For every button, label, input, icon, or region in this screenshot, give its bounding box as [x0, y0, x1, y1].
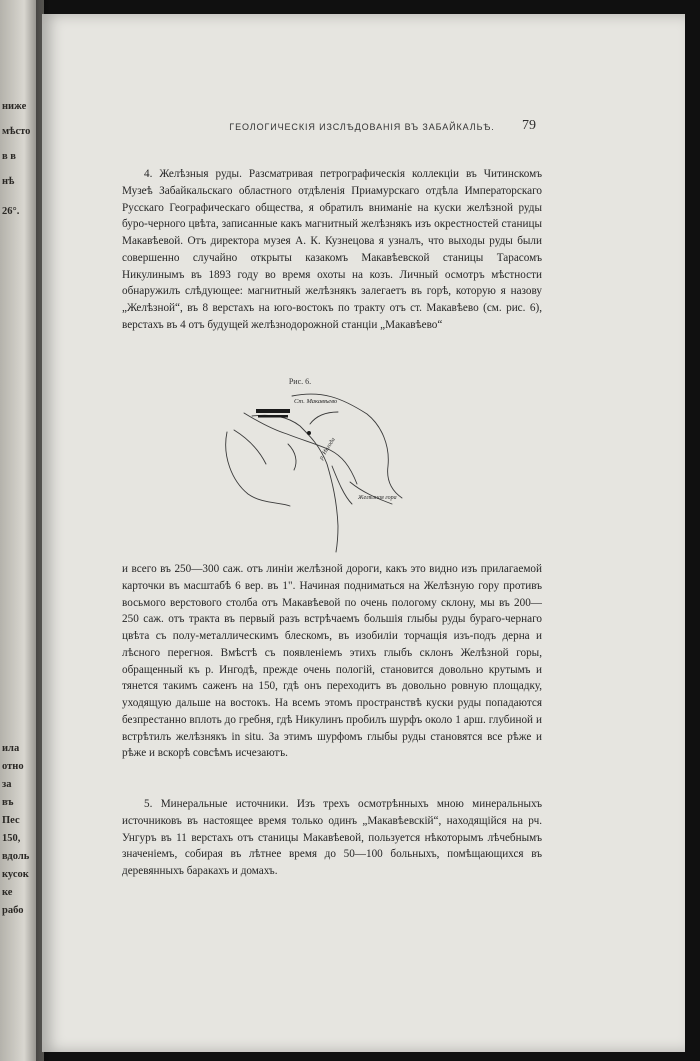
- map-contour-line: [226, 432, 290, 506]
- map-label-river: р. Ингода: [318, 437, 337, 462]
- station-marker: [256, 409, 290, 413]
- section-title-iron: 4. Желѣзныя руды.: [144, 168, 242, 180]
- left-page-fragment: кусок: [2, 869, 29, 880]
- map-contour-line: [310, 412, 338, 424]
- paragraph-continuation: и всего въ 250—300 саж. отъ линіи желѣзной дороги, какъ это видно изъ прилагаемой карточки въ масштабѣ 6 вер. въ 1". Начиная подниматься на Желѣзную гору противъ восьмого верстового столба отъ Макавѣевой по очень пологому склону, мы въ 200—250 саж. отъ тракта въ первый разъ встрѣчаемъ большія глыбы руды бураго-чернаго цвѣта съ полу-металлическимъ блескомъ, въ изобиліи торчащія изъ-подъ дерна и лѣсного перегноя. Вмѣстѣ съ появленіемъ этихъ глыбъ склонъ Желѣзной горы, обращенный къ р. Ингодѣ, прежде очень пологій, становится довольно крутымъ и тянется такимъ саженъ на 150, гдѣ онъ переходитъ въ довольно ровную площадку, уходящую дальше на востокъ. На всемъ этомъ пространствѣ куски руды попадаются безпрестанно вплоть до гребня, гдѣ Никулинъ пробилъ шурфъ около 1 арш. глубиной и встрѣтилъ желѣзнякъ in situ. За этимъ шурфомъ глыбы руды становятся все рѣже и рѣже и вскорѣ совсѣмъ исчезаютъ.: [122, 563, 542, 760]
- running-head: ГЕОЛОГИЧЕСКІЯ ИЗСЛѢДОВАНІЯ ВЪ ЗАБАЙКАЛЬѢ.: [229, 122, 495, 132]
- left-page-fragment: ке: [2, 887, 13, 898]
- paragraph-iron-ores: [122, 166, 542, 366]
- left-page-fragment: в в: [2, 151, 16, 162]
- map-river-line: [292, 394, 402, 498]
- left-page-fragment: ниже: [2, 101, 27, 112]
- left-page-fragment: за: [2, 779, 12, 790]
- map-point-marker: [307, 431, 311, 435]
- map-road-line: [252, 415, 338, 552]
- station-marker: [258, 415, 288, 418]
- page-number: 79: [522, 118, 536, 133]
- map-label-mountain: Желѣзная гора: [358, 495, 397, 501]
- figure-caption: Рис. 6.: [288, 377, 312, 386]
- section-title-mineral: 5. Минеральные источники.: [144, 798, 289, 810]
- left-page-fragment: нѣ: [2, 176, 15, 187]
- map-contour-line: [288, 444, 296, 470]
- left-page-fragment: 150,: [2, 833, 21, 844]
- left-page-fragment: въ: [2, 797, 14, 808]
- map-river-line: [244, 413, 357, 484]
- paragraph-mineral-springs: [122, 796, 542, 896]
- sketch-map-figure: [192, 386, 412, 554]
- paragraph-text-mineral: Изъ трехъ осмотрѣнныхъ мною минеральныхъ источниковъ въ настоящее время только одинъ „Макавѣевскій“, находящійся на рч. Унгуръ въ 11 верстахъ отъ станицы Макавѣевой, пользуется нѣкоторымъ лѣчебнымъ значеніемъ, собирая въ лѣтнее время до 50—100 больныхъ, помѣщающихся въ деревянныхъ баракахъ и домахъ.: [122, 798, 542, 877]
- book-page: [42, 14, 685, 1052]
- map-contour-line: [234, 430, 266, 464]
- left-page-fragment: ила: [2, 743, 20, 754]
- left-page-fragment: вдоль: [2, 851, 30, 862]
- map-label-station: Ст. Макавѣево: [294, 398, 338, 405]
- left-page-fragment: 26°.: [2, 206, 20, 217]
- left-page-fragment: Пес: [2, 815, 20, 826]
- left-page-fragment: отно: [2, 761, 24, 772]
- left-page-fragment: мѣсто: [2, 126, 31, 137]
- paragraph-text-iron: Разсматривая петрографическія коллекціи въ Читинскомъ Музеѣ Забайкальскаго областного отдѣленія Приамурскаго отдѣла Императорскаго Русскаго Географическаго общества, я обратилъ вниманіе на куски желѣзной руды буро-черного цвѣта, записанные какъ магнитный желѣзнякъ изъ окрестностей станицы Макавѣевой. Отъ директора музея А. К. Кузнецова я узналъ, что выходы руды были совершенно случайно открыты казакомъ Макавѣевской станицы Тарасомъ Никулинымъ въ 1893 году во время охоты на козъ. Личный осмотръ мѣстности обнаружилъ слѣдующее: магнитный желѣзнякъ залегаетъ въ горѣ, которую я назову „Желѣзной“, въ 8 верстахъ на юго-востокъ по тракту отъ ст. Макавѣево (см. рис. 6), верстахъ въ 4 отъ будущей желѣзнодорожной станціи „Макавѣево“: [122, 168, 542, 331]
- left-page-fragment: рабо: [2, 905, 24, 916]
